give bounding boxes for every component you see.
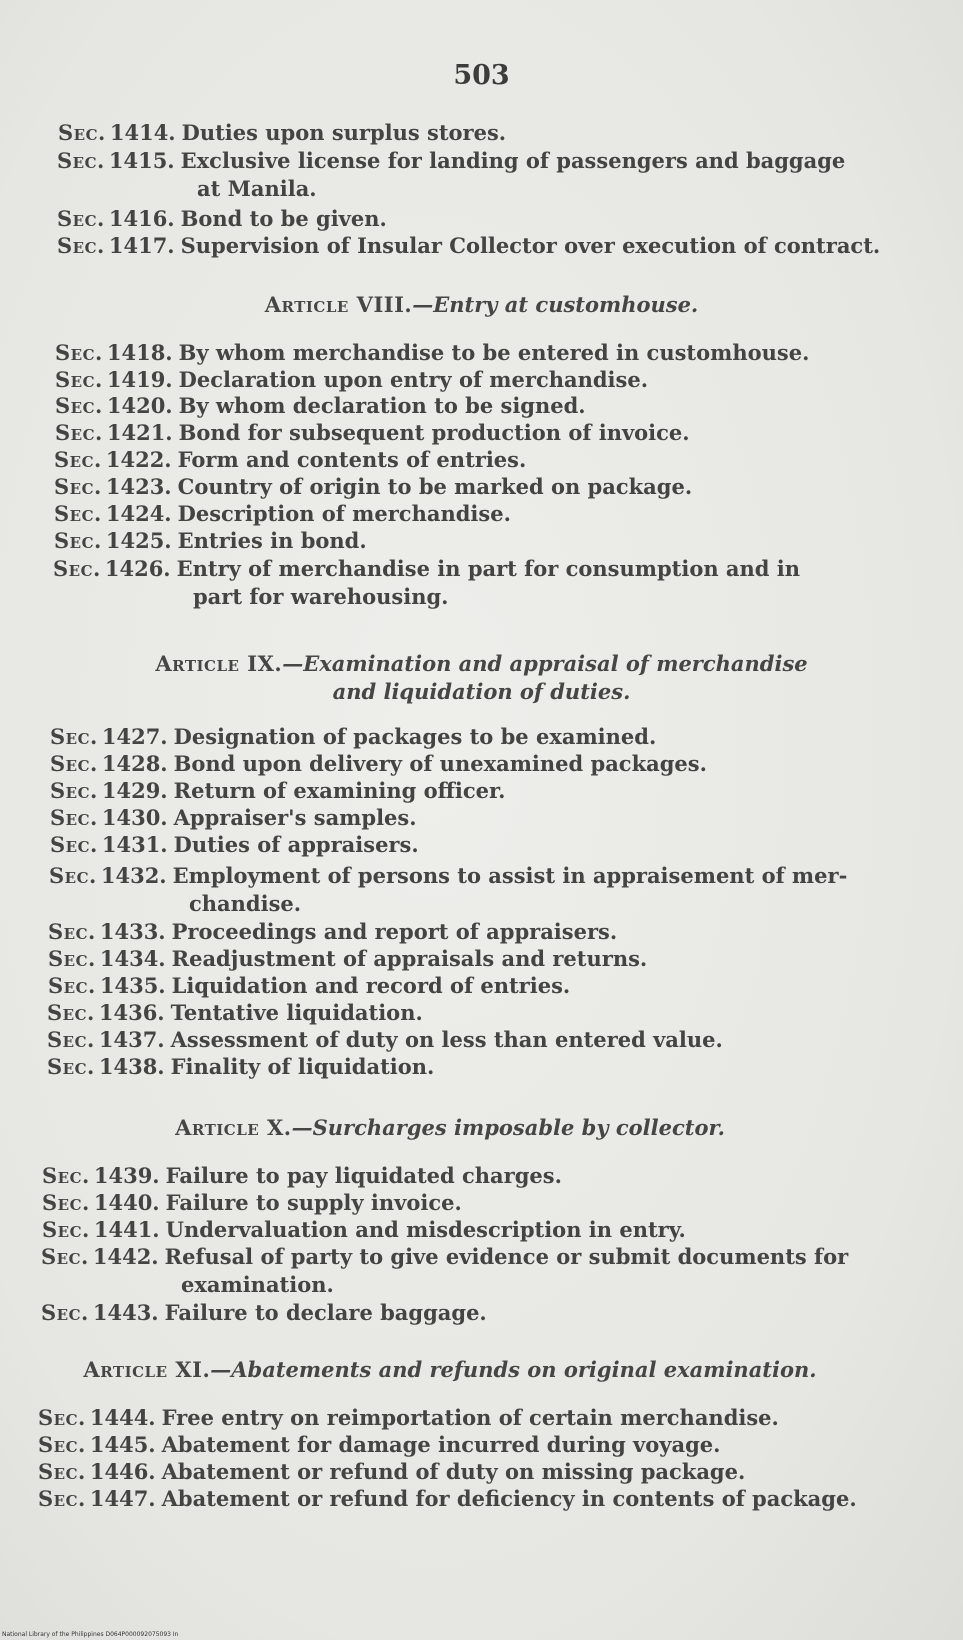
sec-title: Return of examining officer. (173, 778, 506, 803)
sec-number: 1432. (100, 863, 167, 888)
sec-label: Sec. (50, 832, 98, 857)
sec-title: Failure to supply invoice. (165, 1190, 462, 1215)
sec-label: Sec. (38, 1405, 86, 1430)
sec-number: 1426. (104, 556, 171, 581)
sec-label: Sec. (53, 556, 101, 581)
sec-label: Sec. (50, 724, 98, 749)
sec-label: Sec. (54, 528, 102, 553)
sec-title: Country of origin to be marked on package. (177, 474, 693, 499)
sec-title: Bond upon delivery of unexamined packages. (173, 751, 707, 776)
section-entry (48, 972, 868, 1000)
sec-label: Sec. (38, 1459, 86, 1484)
sec-title: Duties upon surplus stores. (181, 120, 507, 145)
section-entry (55, 419, 875, 447)
sec-label: Sec. (54, 501, 102, 526)
sec-label: Sec. (55, 420, 103, 445)
sec-label: Sec. (57, 148, 105, 173)
sec-title: Undervaluation and misdescription in entry. (165, 1217, 686, 1242)
sec-number: 1416. (108, 206, 175, 231)
sec-title: Bond for subsequent production of invoice. (178, 420, 690, 445)
sec-title: Failure to declare baggage. (164, 1300, 487, 1325)
sec-number: 1442. (92, 1244, 159, 1269)
sec-label: Sec. (54, 447, 102, 472)
sec-number: 1417. (108, 233, 175, 258)
sec-label: Sec. (47, 1054, 95, 1079)
section-entry (41, 1243, 861, 1299)
sec-label: Sec. (54, 474, 102, 499)
sec-title: By whom declaration to be signed. (178, 393, 586, 418)
section-entry (38, 1404, 858, 1432)
scan-footer: National Library of the Philippines D064P000092075093 In (2, 1631, 179, 1638)
sec-label: Sec. (50, 805, 98, 830)
sec-title: Refusal of party to give evidence or submit documents for (164, 1244, 849, 1269)
article-heading (0, 291, 963, 319)
sec-label: Sec. (55, 367, 103, 392)
article-heading (0, 1356, 900, 1384)
sec-title: Description of merchandise. (177, 501, 511, 526)
section-entry (50, 750, 870, 778)
sec-title: Free entry on reimportation of certain merchandise. (161, 1405, 779, 1430)
section-entry (57, 205, 877, 233)
section-entry (49, 862, 869, 918)
sec-number: 1420. (106, 393, 173, 418)
sec-number: 1435. (99, 973, 166, 998)
section-entry (54, 527, 874, 555)
sec-title: Employment of persons to assist in appraisement of mer- (172, 863, 848, 888)
sec-label: Sec. (42, 1217, 90, 1242)
sec-number: 1446. (89, 1459, 156, 1484)
article-subtitle: —Examination and appraisal of merchandise (282, 651, 808, 676)
sec-number: 1424. (105, 501, 172, 526)
sec-label: Sec. (48, 946, 96, 971)
article-subtitle: —Entry at customhouse. (412, 292, 699, 317)
sec-title: Finality of liquidation. (170, 1054, 435, 1079)
sec-title: Appraiser's samples. (173, 805, 417, 830)
sec-number: 1438. (98, 1054, 165, 1079)
article-subtitle: —Abatements and refunds on original examination. (210, 1357, 817, 1382)
sec-title: Proceedings and report of appraisers. (171, 919, 618, 944)
sec-label: Sec. (42, 1190, 90, 1215)
sec-number: 1439. (93, 1163, 160, 1188)
sec-number: 1443. (92, 1300, 159, 1325)
sec-number: 1436. (98, 1000, 165, 1025)
sec-number: 1421. (106, 420, 173, 445)
sec-label: Sec. (57, 206, 105, 231)
sec-title: Failure to pay liquidated charges. (165, 1163, 562, 1188)
section-entry (47, 1053, 867, 1081)
sec-title: Bond to be given. (180, 206, 387, 231)
sec-label: Sec. (50, 778, 98, 803)
section-entry (55, 339, 875, 367)
sec-title: Abatement or refund for deficiency in contents of package. (161, 1486, 857, 1511)
sec-label: Sec. (49, 863, 97, 888)
sec-number: 1414. (109, 120, 176, 145)
section-entry (50, 777, 870, 805)
sec-number: 1425. (105, 528, 172, 553)
sec-title-continuation: chandise. (189, 891, 302, 916)
sec-label: Sec. (47, 1000, 95, 1025)
sec-title-continuation: at Manila. (197, 176, 317, 201)
sec-label: Sec. (38, 1486, 86, 1511)
sec-label: Sec. (55, 340, 103, 365)
sec-number: 1427. (101, 724, 168, 749)
article-label: Article VIII. (264, 292, 413, 317)
sec-number: 1447. (89, 1486, 156, 1511)
sec-label: Sec. (41, 1244, 89, 1269)
sec-title: Entry of merchandise in part for consumption and in (176, 556, 801, 581)
section-entry (54, 500, 874, 528)
section-entry (55, 392, 875, 420)
sec-title: Form and contents of entries. (177, 447, 527, 472)
sec-number: 1434. (99, 946, 166, 971)
article-label: Article XI. (83, 1357, 211, 1382)
section-entry (57, 232, 881, 260)
section-entry (47, 999, 867, 1027)
section-entry (57, 147, 877, 203)
sec-label: Sec. (41, 1300, 89, 1325)
section-entry (50, 831, 870, 859)
sec-number: 1429. (101, 778, 168, 803)
article-subtitle: —Surcharges imposable by collector. (291, 1115, 725, 1140)
sec-label: Sec. (58, 120, 106, 145)
sec-number: 1422. (105, 447, 172, 472)
page-number: 503 (453, 60, 510, 91)
section-entry (53, 555, 873, 611)
sec-label: Sec. (57, 233, 105, 258)
sec-number: 1431. (101, 832, 168, 857)
article-subtitle-line2: and liquidation of duties. (332, 679, 631, 704)
sec-number: 1418. (106, 340, 173, 365)
article-heading (0, 650, 963, 706)
sec-number: 1433. (99, 919, 166, 944)
sec-number: 1445. (89, 1432, 156, 1457)
sec-title: By whom merchandise to be entered in customhouse. (178, 340, 810, 365)
section-entry (54, 473, 874, 501)
sec-number: 1441. (93, 1217, 160, 1242)
section-entry (55, 366, 875, 394)
section-entry (38, 1458, 858, 1486)
section-entry (38, 1485, 858, 1513)
sec-title: Declaration upon entry of merchandise. (178, 367, 649, 392)
section-entry (42, 1162, 862, 1190)
sec-number: 1428. (101, 751, 168, 776)
sec-title: Abatement or refund of duty on missing package. (161, 1459, 746, 1484)
section-entry (50, 804, 870, 832)
sec-label: Sec. (50, 751, 98, 776)
sec-label: Sec. (48, 919, 96, 944)
sec-title: Readjustment of appraisals and returns. (171, 946, 648, 971)
section-entry (42, 1189, 862, 1217)
sec-label: Sec. (47, 1027, 95, 1052)
sec-number: 1415. (108, 148, 175, 173)
sec-title: Entries in bond. (177, 528, 367, 553)
sec-title: Supervision of Insular Collector over execution of contract. (180, 233, 881, 258)
sec-title: Exclusive license for landing of passengers and baggage (180, 148, 846, 173)
article-label: Article IX. (155, 651, 283, 676)
section-entry (50, 723, 870, 751)
sec-title-continuation: examination. (181, 1272, 334, 1297)
sec-title: Liquidation and record of entries. (171, 973, 571, 998)
article-label: Article X. (175, 1115, 292, 1140)
sec-label: Sec. (38, 1432, 86, 1457)
sec-number: 1440. (93, 1190, 160, 1215)
section-entry (54, 446, 874, 474)
sec-label: Sec. (42, 1163, 90, 1188)
article-heading (0, 1114, 900, 1142)
sec-title: Abatement for damage incurred during voyage. (161, 1432, 721, 1457)
sec-label: Sec. (55, 393, 103, 418)
sec-number: 1430. (101, 805, 168, 830)
sec-number: 1423. (105, 474, 172, 499)
sec-title: Assessment of duty on less than entered value. (170, 1027, 723, 1052)
sec-number: 1437. (98, 1027, 165, 1052)
section-entry (48, 918, 868, 946)
sec-title: Designation of packages to be examined. (173, 724, 657, 749)
sec-label: Sec. (48, 973, 96, 998)
section-entry (48, 945, 868, 973)
section-entry (47, 1026, 867, 1054)
sec-title-continuation: part for warehousing. (193, 584, 449, 609)
sec-title: Duties of appraisers. (173, 832, 419, 857)
sec-title: Tentative liquidation. (170, 1000, 423, 1025)
sec-number: 1444. (89, 1405, 156, 1430)
sec-number: 1419. (106, 367, 173, 392)
section-entry (41, 1299, 861, 1327)
section-entry (58, 119, 878, 147)
section-entry (38, 1431, 858, 1459)
section-entry (42, 1216, 862, 1244)
